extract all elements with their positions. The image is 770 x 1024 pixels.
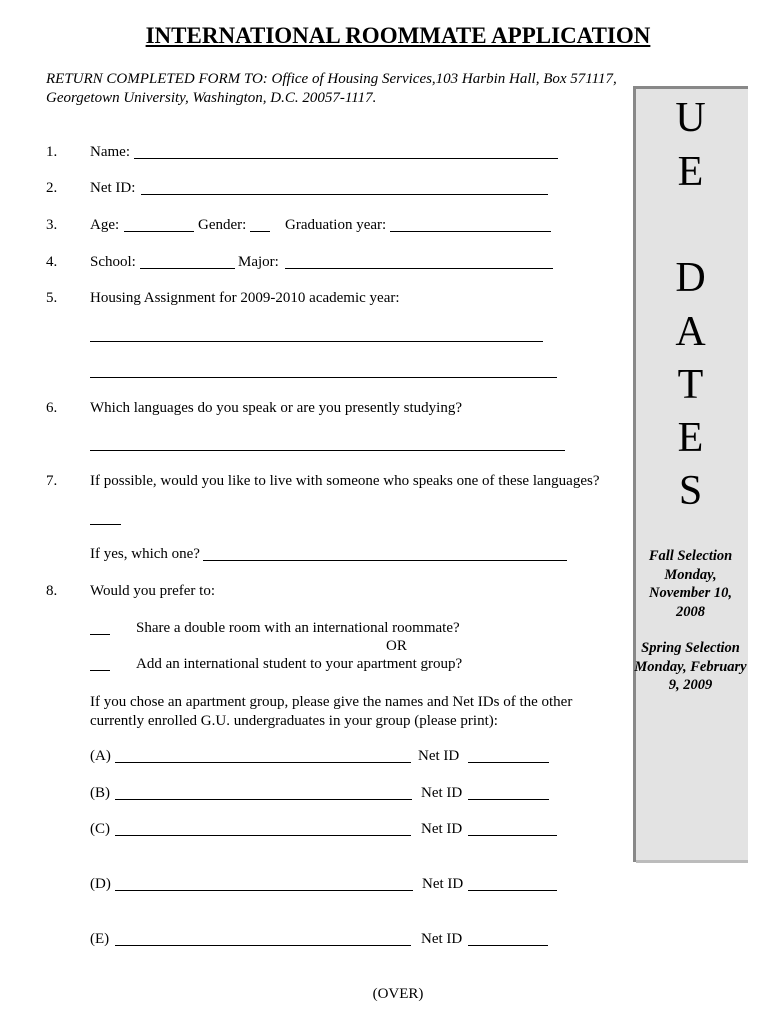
group-a-label: (A)	[90, 748, 111, 764]
add-to-apartment-label: Add an international student to your apartment group?	[136, 656, 463, 672]
major-field[interactable]	[285, 268, 553, 269]
sidebar-letter: U	[675, 95, 706, 141]
group-d-netid-label: Net ID	[422, 876, 464, 892]
apartment-group-instructions: If you chose an apartment group, please give the names and Net IDs of the other currently enrolled G.U. undergraduates in your group (please print):	[90, 694, 573, 729]
housing-field-2[interactable]	[90, 377, 557, 378]
fall-selection-date: Fall Selection Monday, November 10, 2008	[648, 548, 733, 620]
over-note: (OVER)	[372, 986, 424, 1002]
group-c-label: (C)	[90, 821, 110, 837]
item-number-1: 1.	[46, 144, 58, 160]
group-a-netid-field[interactable]	[468, 762, 549, 763]
sidebar-letter: E	[677, 149, 704, 195]
school-label: School:	[90, 254, 136, 270]
item-number-8: 8.	[46, 583, 58, 599]
sidebar-letter: T	[677, 362, 704, 408]
grad-year-field[interactable]	[390, 231, 551, 232]
live-with-label: If possible, would you like to live with someone who speaks one of these languages?	[90, 473, 600, 489]
item-number-4: 4.	[46, 254, 58, 270]
group-e-netid-field[interactable]	[468, 945, 548, 946]
live-with-answer-field[interactable]	[90, 524, 121, 525]
group-b-label: (B)	[90, 785, 110, 801]
group-a-netid-label: Net ID	[418, 748, 460, 764]
group-e-name-field[interactable]	[115, 945, 411, 946]
share-double-label: Share a double room with an international roommate?	[136, 620, 460, 636]
languages-label: Which languages do you speak or are you presently studying?	[90, 400, 462, 416]
group-c-netid-label: Net ID	[421, 821, 463, 837]
group-c-name-field[interactable]	[115, 835, 411, 836]
group-b-name-field[interactable]	[115, 799, 412, 800]
item-number-6: 6.	[46, 400, 58, 416]
or-label: OR	[386, 638, 407, 654]
age-field[interactable]	[124, 231, 194, 232]
sidebar-bottom-shadow	[636, 860, 748, 863]
name-field[interactable]	[134, 158, 558, 159]
languages-field[interactable]	[90, 450, 565, 451]
group-b-netid-label: Net ID	[421, 785, 463, 801]
return-instructions: RETURN COMPLETED FORM TO: Office of Housing Services,103 Harbin Hall, Box 571117, Georgetown University, Washington, D.C. 20057-1117.	[46, 71, 617, 106]
group-d-label: (D)	[90, 876, 111, 892]
group-c-netid-field[interactable]	[468, 835, 557, 836]
group-d-netid-field[interactable]	[468, 890, 557, 891]
name-label: Name:	[90, 144, 130, 160]
prefer-label: Would you prefer to:	[90, 583, 216, 599]
sidebar-letter: A	[675, 309, 706, 355]
netid-field[interactable]	[141, 194, 548, 195]
which-language-field[interactable]	[203, 560, 567, 561]
sidebar-letter: D	[675, 255, 706, 301]
item-number-3: 3.	[46, 217, 58, 233]
housing-field-1[interactable]	[90, 341, 543, 342]
school-field[interactable]	[140, 268, 235, 269]
major-label: Major:	[238, 254, 279, 270]
netid-label: Net ID:	[90, 180, 136, 196]
group-b-netid-field[interactable]	[468, 799, 549, 800]
add-to-apartment-checkbox[interactable]	[90, 670, 110, 671]
group-a-name-field[interactable]	[115, 762, 411, 763]
sidebar-letter: E	[677, 415, 704, 461]
housing-label: Housing Assignment for 2009-2010 academic year:	[90, 290, 400, 306]
gender-field[interactable]	[250, 231, 270, 232]
sidebar-letter: S	[678, 468, 703, 514]
item-number-2: 2.	[46, 180, 58, 196]
spring-selection-date: Spring Selection Monday, February 9, 2009	[634, 640, 747, 693]
share-double-checkbox[interactable]	[90, 634, 110, 635]
group-e-label: (E)	[90, 931, 110, 947]
age-label: Age:	[90, 217, 120, 233]
group-d-name-field[interactable]	[115, 890, 413, 891]
grad-year-label: Graduation year:	[285, 217, 387, 233]
item-number-5: 5.	[46, 290, 58, 306]
sidebar-top-border	[633, 86, 748, 89]
group-e-netid-label: Net ID	[421, 931, 463, 947]
gender-label: Gender:	[198, 217, 247, 233]
form-title: INTERNATIONAL ROOMMATE APPLICATION	[145, 23, 651, 48]
item-number-7: 7.	[46, 473, 58, 489]
if-yes-label: If yes, which one?	[90, 546, 200, 562]
